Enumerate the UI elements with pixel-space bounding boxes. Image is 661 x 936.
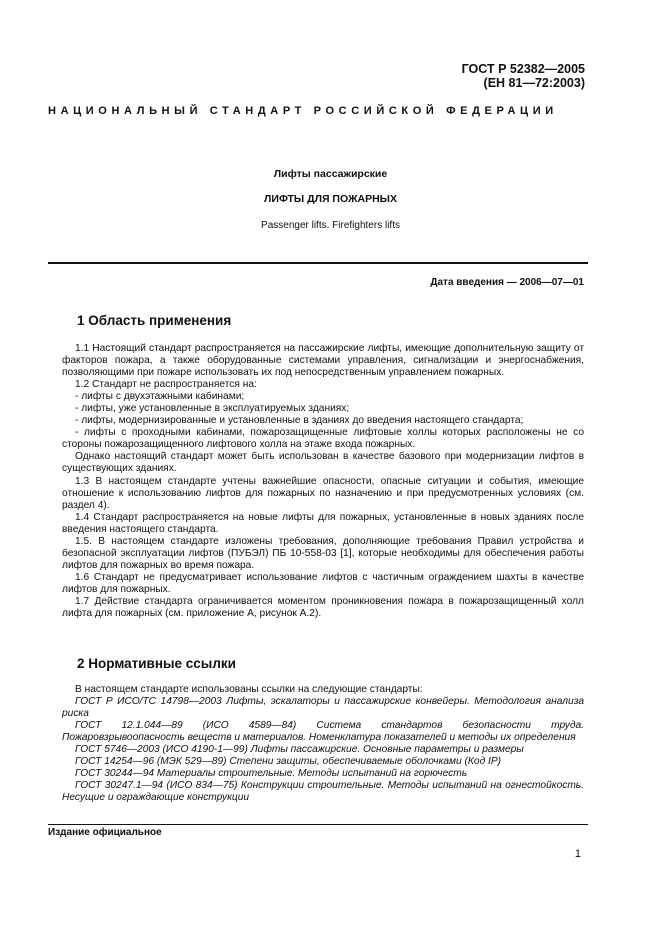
section-1-heading: 1 Область применения — [77, 313, 232, 328]
paragraph: 1.7 Действие стандарта ограничивается моментом проникновения пожара в пожарозащищенный холл лифта для пожарных (см. приложение А, рисунок А.2). — [62, 595, 584, 620]
paragraph: Однако настоящий стандарт может быть использован в качестве базового при модернизации лифтов в существующих зданиях. — [62, 451, 584, 475]
paragraph: 1.6 Стандарт не предусматривает использование лифтов с частичным ограждением шахты в качестве лифтов для пожарных. — [62, 571, 584, 595]
paragraph: 1.1 Настоящий стандарт распространяется на пассажирские лифты, имеющие дополнительную защиту от факторов пожара, а также оборудованные системами управления, сигнализации и энергоснабжения, позволяющими при пожаре использовать их под непосредственным управлением пожарных. — [62, 343, 584, 379]
paragraph: 1.3 В настоящем стандарте учтены важнейшие опасности, опасные ситуации и события, имеющие отношение к использованию лифтов для пожарных по назначению и при предусмотренных условиях (см. раздел 4). — [62, 475, 584, 511]
gost-number: ГОСТ Р 52382—2005 — [461, 62, 585, 76]
paragraph: 1.5. В настоящем стандарте изложены требования, дополняющие требования Правил устройства и безопасной эксплуатации лифтов (ПУБЭЛ) ПБ 10-558-03 [1], которые необходимы для обеспечения работы лифтов для пожарных во время пожара. — [62, 535, 584, 571]
title-line-1: Лифты пассажирские — [273, 168, 388, 180]
page-number: 1 — [574, 848, 581, 860]
reference-item: ГОСТ 5746—2003 (ИСО 4190-1—99) Лифты пассажирские. Основные параметры и размеры — [75, 744, 524, 756]
references-intro: В настоящем стандарте использованы ссылки на следующие стандарты: — [75, 684, 423, 695]
paragraph: 1.2 Стандарт не распространяется на: — [75, 379, 257, 391]
list-item: - лифты, модернизированные и установленные в зданиях до введения настоящего стандарта; — [75, 415, 524, 427]
national-standard-banner: НАЦИОНАЛЬНЫЙ СТАНДАРТ РОССИЙСКОЙ ФЕДЕРАЦИИ — [48, 105, 558, 117]
section-2-heading: 2 Нормативные ссылки — [77, 656, 236, 671]
reference-item: ГОСТ 14254—96 (МЭК 529—89) Степени защиты, обеспечиваемые оболочками (Код IP) — [75, 756, 502, 768]
title-divider — [48, 262, 588, 264]
title-english: Passenger lifts. Firefighters lifts — [261, 220, 400, 231]
en-number: (ЕН 81—72:2003) — [483, 76, 585, 90]
list-item: - лифты с проходными кабинами, пожарозащищенные лифтовые холлы которых расположены не со стороны пожарозащищенного лифтового холла на этаже входа пожарных. — [62, 427, 584, 451]
section-1-body — [62, 343, 584, 620]
list-item: - лифты с двухэтажными кабинами; — [75, 391, 245, 403]
title-line-2: ЛИФТЫ ДЛЯ ПОЖАРНЫХ — [264, 193, 397, 205]
reference-item: ГОСТ 30247.1—94 (ИСО 834—75) Конструкции строительные. Методы испытаний на огнестойкость. Несущие и ограждающие конструкции — [62, 780, 584, 804]
reference-item: ГОСТ Р ИСО/ТС 14798—2003 Лифты, эскалаторы и пассажирские конвейеры. Методология анализа риска — [62, 696, 584, 720]
section-2-body — [62, 684, 584, 804]
reference-item: ГОСТ 30244—94 Материалы строительные. Методы испытаний на горючесть — [75, 768, 468, 780]
intro-date: Дата введения — 2006—07—01 — [430, 277, 584, 288]
edition-label: Издание официальное — [48, 827, 162, 838]
paragraph: 1.4 Стандарт распространяется на новые лифты для пожарных, установленные в новых зданиях после введения настоящего стандарта. — [62, 511, 584, 535]
reference-item: ГОСТ 12.1.044—89 (ИСО 4589—84) Система стандартов безопасности труда. Пожаровзрывоопасность веществ и материалов. Номенклатура показателей и методы их определения — [62, 720, 584, 744]
list-item: - лифты, уже установленные в эксплуатируемых зданиях; — [75, 403, 350, 415]
footer-divider — [48, 824, 588, 825]
